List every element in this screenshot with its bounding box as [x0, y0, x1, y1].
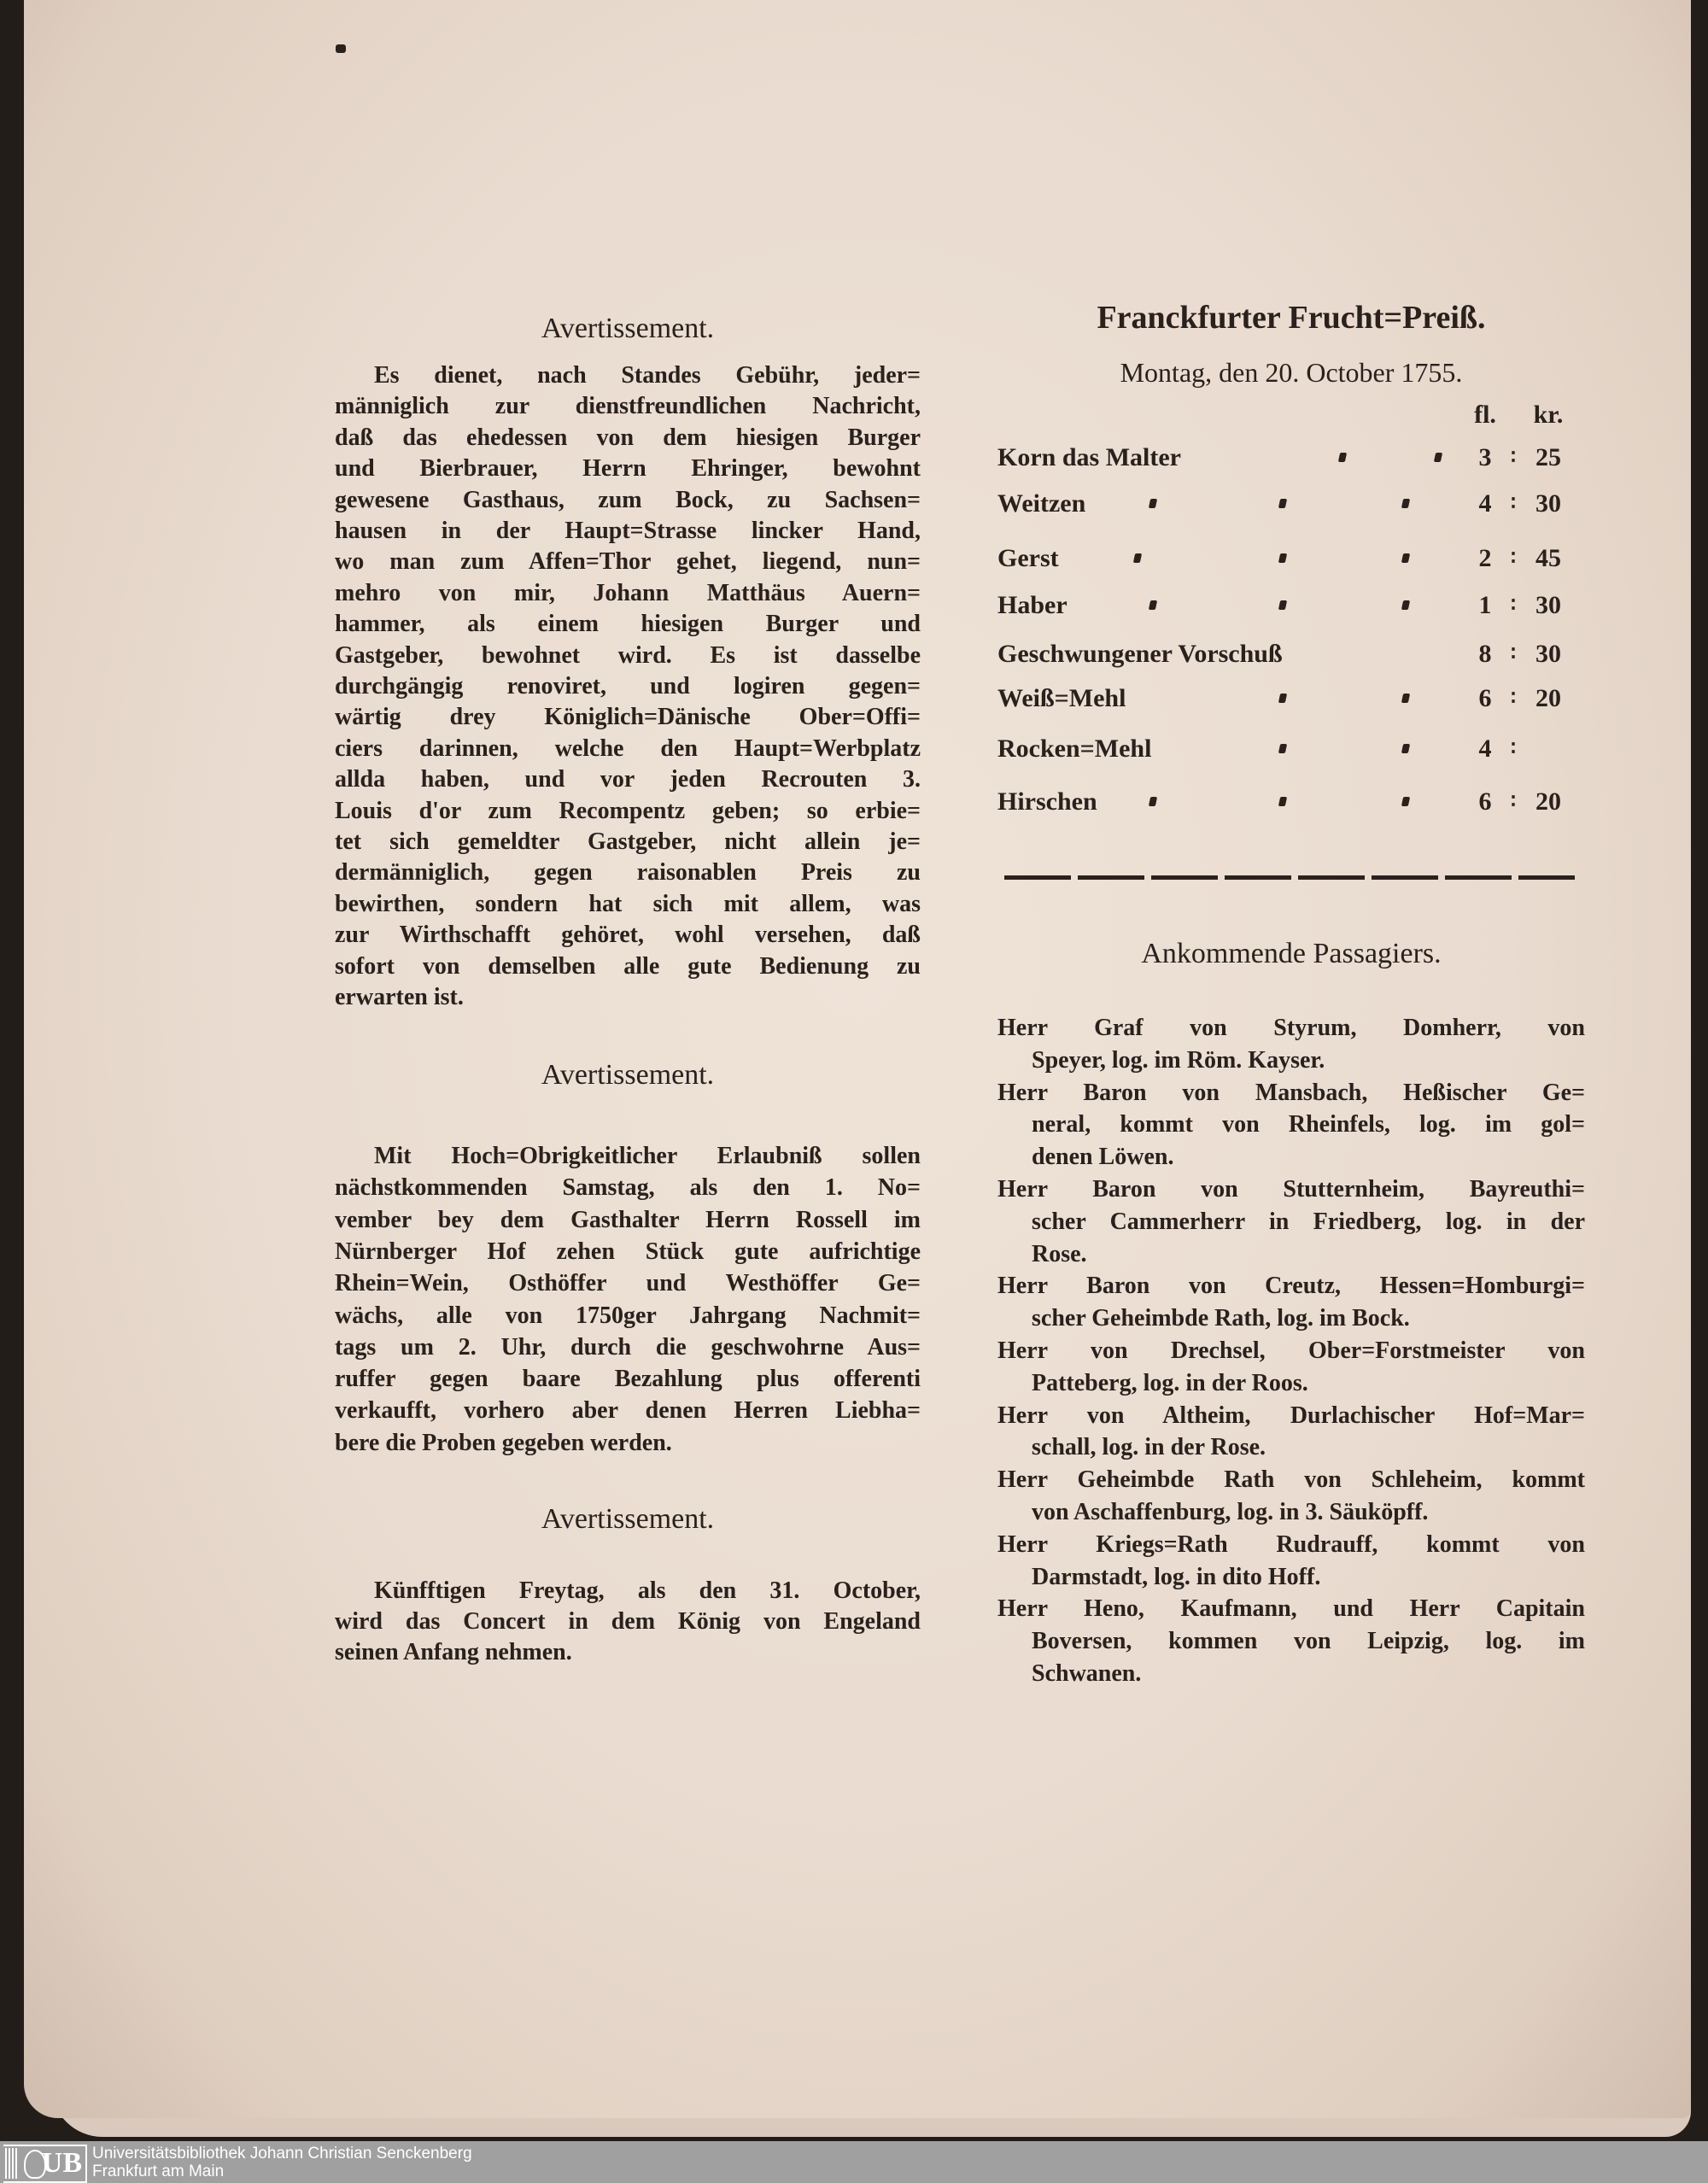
text-line: Gastgeber, bewohnet wird. Es ist dasselbe	[335, 641, 921, 669]
text-line: Speyer, log. im Röm. Kayser.	[1032, 1046, 1325, 1074]
text-line: wärtig drey Königlich=Dänische Ober=Offi=	[335, 704, 921, 731]
ad2-title: Avertissement.	[541, 1059, 715, 1091]
text-line: Herr Graf von Styrum, Domherr, von	[997, 1015, 1585, 1041]
text-line: Louis d'or zum Recompentz geben; so erbie=	[335, 797, 921, 824]
price-separator: ∶	[1510, 547, 1517, 570]
text-line: Herr Baron von Creutz, Hessen=Homburgi=	[997, 1273, 1585, 1300]
text-line: sofort von demselben alle gute Bedienung zu	[335, 952, 921, 980]
price-kr: 30	[1535, 640, 1561, 668]
leader-dot	[1401, 600, 1410, 610]
text-line: bere die Proben gegeben werden.	[335, 1429, 672, 1456]
leader-dot	[1278, 797, 1287, 806]
ad1-title: Avertissement.	[541, 313, 715, 344]
passengers-title: Ankommende Passagiers.	[1141, 938, 1442, 969]
library-name-line2: Frankfurt am Main	[92, 2163, 225, 2180]
price-kr: 25	[1535, 443, 1561, 471]
text-line: denen Löwen.	[1032, 1144, 1174, 1171]
price-kr: 20	[1535, 787, 1561, 816]
text-line: verkaufft, vorhero aber denen Herren Liebha=	[335, 1397, 921, 1425]
price-row	[997, 682, 1585, 716]
text-line: mehro von mir, Johann Matthäus Auern=	[335, 579, 921, 606]
text-line: vember bey dem Gasthalter Herrn Rossell im	[335, 1206, 921, 1233]
pillars-icon	[5, 2148, 17, 2179]
text-line: gewesene Gasthaus, zum Bock, zu Sachsen=	[335, 486, 921, 513]
text-line: wird das Concert in dem König von Engeland	[335, 1608, 921, 1635]
price-kr: 20	[1535, 684, 1561, 712]
text-line: ciers darinnen, welche den Haupt=Werbplatz	[335, 734, 921, 762]
price-row	[997, 487, 1585, 521]
text-line: Künfftigen Freytag, als den 31. October,	[374, 1577, 921, 1604]
price-separator: ∶	[1510, 791, 1517, 813]
price-separator: ∶	[1510, 688, 1517, 710]
text-line: zur Wirthschafft gehöret, wohl versehen, daß	[335, 922, 921, 949]
leader-dot	[1149, 499, 1157, 508]
price-row	[997, 541, 1585, 576]
text-line: scher Cammerherr in Friedberg, log. in der	[1032, 1208, 1585, 1235]
prices-title: Franckfurter Frucht=Preiß.	[1097, 300, 1486, 336]
leader-dot	[1149, 600, 1157, 610]
price-fl: 4	[1478, 734, 1492, 763]
text-line: Mit Hoch=Obrigkeitlicher Erlaubniß sollen	[374, 1143, 921, 1169]
leader-dot	[1401, 553, 1410, 563]
text-line: Herr von Drechsel, Ober=Forstmeister von	[997, 1337, 1585, 1364]
leader-dot	[1278, 744, 1287, 753]
price-row	[997, 588, 1585, 623]
text-line: bewirthen, sondern hat sich mit allem, was	[335, 890, 921, 917]
ub-logo	[3, 2145, 87, 2183]
library-name	[92, 2145, 472, 2180]
text-line: nächstkommenden Samstag, als den 1. No=	[335, 1174, 921, 1202]
grain-name: Hirschen	[997, 787, 1097, 816]
library-footer-bar	[0, 2141, 1708, 2183]
text-line: von Aschaffenburg, log. in 3. Säuköpff.	[1032, 1499, 1429, 1525]
price-separator: ∶	[1510, 594, 1517, 617]
text-line: erwarten ist.	[335, 984, 464, 1010]
price-row	[997, 732, 1585, 766]
library-name-line1: Universitätsbibliothek Johann Christian Senckenberg	[92, 2145, 472, 2163]
left-column	[335, 0, 921, 1708]
price-row	[997, 785, 1585, 819]
grain-name: Weitzen	[997, 489, 1086, 518]
text-line: seinen Anfang nehmen.	[335, 1639, 572, 1665]
text-line: Nürnberger Hof zehen Stück gute aufrichtige	[335, 1238, 921, 1265]
text-line: allda haben, und vor jeden Recrouten 3.	[335, 766, 921, 793]
price-row	[997, 637, 1585, 671]
text-line: neral, kommt von Rheinfels, log. im gol=	[1032, 1111, 1585, 1138]
price-separator: ∶	[1510, 493, 1517, 515]
leader-dot	[1434, 453, 1442, 462]
leader-dot	[1133, 553, 1142, 563]
text-line: tags um 2. Uhr, durch die geschwohrne Aus=	[335, 1333, 921, 1361]
price-fl: 2	[1478, 544, 1492, 572]
text-line: Patteberg, log. in der Roos.	[1032, 1369, 1308, 1396]
price-fl: 6	[1478, 787, 1492, 816]
text-line: Rose.	[1032, 1240, 1087, 1267]
grain-name: Haber	[997, 591, 1068, 619]
leader-dot	[1278, 553, 1287, 563]
leader-dot	[1278, 694, 1287, 703]
grain-name: Geschwungener Vorschuß	[997, 640, 1283, 668]
unit-fl: fl.	[1474, 401, 1496, 429]
text-line: durchgängig renoviret, und logiren gegen=	[335, 673, 921, 699]
text-line: ruffer gegen baare Bezahlung plus offerenti	[335, 1366, 921, 1393]
leader-dot	[1149, 797, 1157, 806]
text-line: männiglich zur dienstfreundlichen Nachricht,	[335, 393, 921, 420]
price-fl: 8	[1478, 640, 1492, 668]
text-line: wo man zum Affen=Thor gehet, liegend, nun=	[335, 548, 921, 576]
leader-dot	[1278, 499, 1287, 508]
text-line: Herr Kriegs=Rath Rudrauff, kommt von	[997, 1530, 1585, 1558]
grain-name: Gerst	[997, 544, 1059, 572]
prices-units-header	[997, 398, 1585, 432]
text-line: hausen in der Haupt=Strasse lincker Hand,	[335, 518, 921, 544]
price-kr: 30	[1535, 591, 1561, 619]
price-fl: 3	[1478, 443, 1492, 471]
price-kr: 45	[1535, 544, 1561, 572]
leader-dot	[1401, 744, 1410, 753]
grain-name: Rocken=Mehl	[997, 734, 1152, 763]
leader-dot	[1278, 600, 1287, 610]
text-line: Herr Heno, Kaufmann, und Herr Capitain	[997, 1595, 1585, 1623]
unit-kr: kr.	[1533, 401, 1564, 429]
text-line: dermänniglich, gegen raisonablen Preis zu	[335, 859, 921, 887]
text-line: Schwanen.	[1032, 1660, 1142, 1687]
text-line: hammer, als einem hiesigen Burger und	[335, 611, 921, 638]
leader-dot	[1401, 797, 1410, 806]
ad3-title: Avertissement.	[541, 1503, 715, 1535]
prices-date: Montag, den 20. October 1755.	[1120, 357, 1463, 388]
text-line: Boversen, kommen von Leipzig, log. im	[1032, 1628, 1585, 1655]
price-separator: ∶	[1510, 738, 1517, 760]
text-line: tet sich gemeldter Gastgeber, nicht allein je=	[335, 828, 921, 855]
price-fl: 1	[1478, 591, 1492, 619]
text-line: Rhein=Wein, Osthöffer und Westhöffer Ge=	[335, 1270, 921, 1297]
price-separator: ∶	[1510, 447, 1517, 469]
text-line: Darmstadt, log. in dito Hoff.	[1032, 1563, 1321, 1590]
text-line: und Bierbrauer, Herrn Ehringer, bewohnt	[335, 455, 921, 483]
price-row	[997, 441, 1585, 475]
text-line: Herr Baron von Stutternheim, Bayreuthi=	[997, 1176, 1585, 1203]
text-line: Herr Geheimbde Rath von Schleheim, kommt	[997, 1466, 1585, 1494]
price-kr: 30	[1535, 489, 1561, 518]
leader-dot	[1338, 453, 1347, 462]
text-line: wächs, alle von 1750ger Jahrgang Nachmit=	[335, 1302, 921, 1329]
price-fl: 4	[1478, 489, 1492, 518]
grain-name: Korn das Malter	[997, 443, 1181, 471]
text-line: daß das ehedessen von dem hiesigen Burger	[335, 424, 921, 451]
price-separator: ∶	[1510, 643, 1517, 665]
text-line: Es dienet, nach Standes Gebühr, jeder=	[374, 362, 921, 389]
text-line: Herr Baron von Mansbach, Heßischer Ge=	[997, 1079, 1585, 1106]
text-line: scher Geheimbde Rath, log. im Bock.	[1032, 1305, 1410, 1332]
leader-dot	[1401, 499, 1410, 508]
text-line: schall, log. in der Rose.	[1032, 1434, 1266, 1461]
price-fl: 6	[1478, 684, 1492, 712]
right-column	[997, 0, 1585, 1708]
grain-name: Weiß=Mehl	[997, 684, 1126, 712]
dashed-divider	[1004, 875, 1575, 880]
text-line: Herr von Altheim, Durlachischer Hof=Mar=	[997, 1402, 1585, 1429]
leader-dot	[1401, 694, 1410, 703]
ub-logo-text: UB	[41, 2147, 82, 2179]
